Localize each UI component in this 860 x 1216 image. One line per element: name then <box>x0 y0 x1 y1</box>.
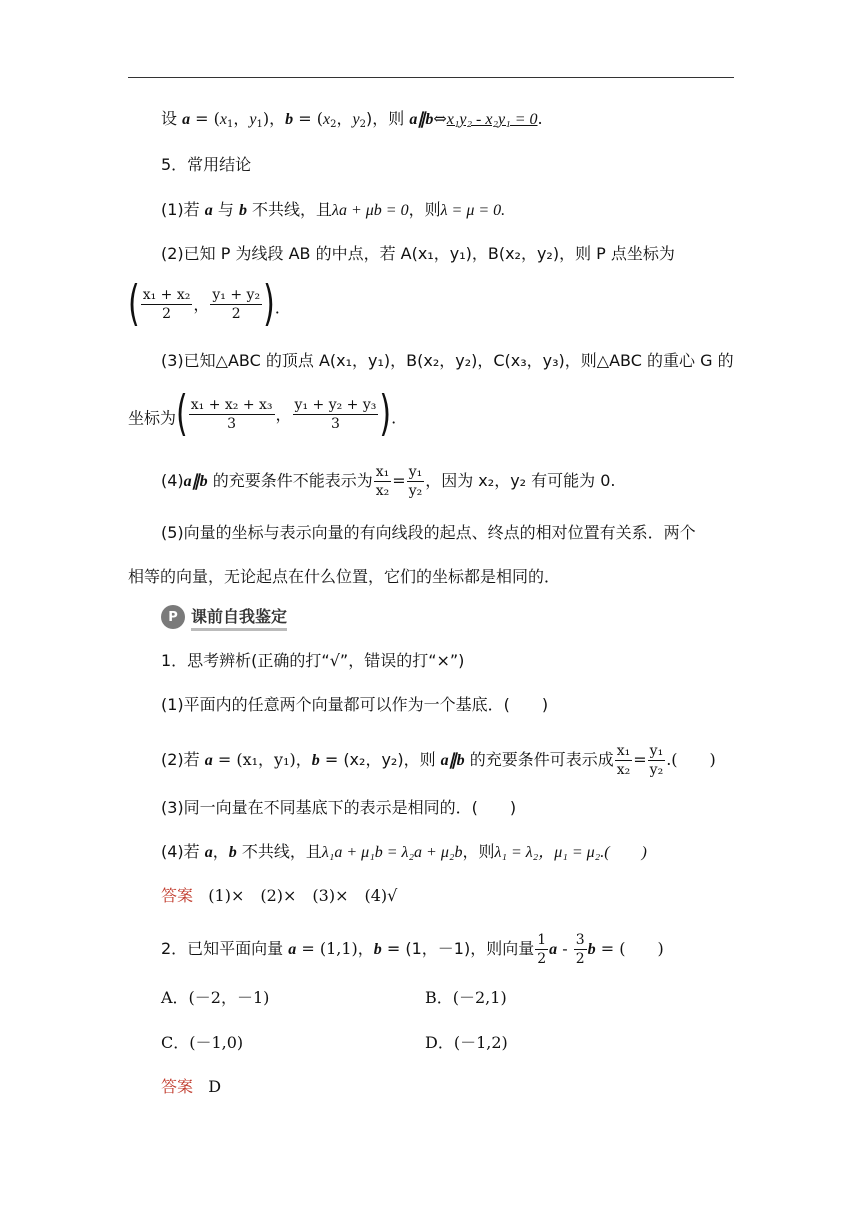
text: ， <box>336 109 353 128</box>
q2-answer <box>161 1076 221 1098</box>
fraction <box>574 931 587 968</box>
q1-heading: 1．思考辨析(正确的打“√”，错误的打“×”) <box>161 651 465 670</box>
vector-a: a <box>182 111 191 128</box>
answer-text: (1)× (2)× (3)× (4)√ <box>208 886 398 905</box>
conclusion-1 <box>161 199 505 222</box>
a-parallel-b: a∥b <box>409 111 434 128</box>
text: = ( ) <box>595 939 664 958</box>
equation: λ₁a + μ₁b = λ₂a + μ₂b <box>321 844 463 861</box>
text: 2．已知平面向量 <box>161 939 289 958</box>
option-d[interactable]: D．(－1,2) <box>425 1033 508 1052</box>
equals: = <box>392 471 406 490</box>
text: (4) <box>161 471 184 490</box>
denominator: 3 <box>227 416 237 432</box>
text: = (x₂，y₂)，则 <box>319 750 441 769</box>
denominator: 3 <box>331 416 340 432</box>
q1-item-2 <box>161 742 716 779</box>
answer-label: 答案 <box>161 1077 194 1096</box>
denominator: x₂ <box>616 762 631 778</box>
equation: λ₁ = λ₂，μ₁ = μ₂.( ) <box>494 844 647 861</box>
header-rule <box>128 77 734 78</box>
midpoint-coords <box>128 275 275 332</box>
vector-a: a <box>204 202 213 219</box>
text: ，则 <box>462 842 495 861</box>
text: = (1，－1)，则向量 <box>381 939 535 958</box>
denominator: 2 <box>575 951 585 967</box>
numerator: x₁ <box>616 743 631 759</box>
sub: 1 <box>256 119 263 130</box>
text: 不共线，且 <box>236 842 322 861</box>
conclusion-5-line2: 相等的向量，无论起点在什么位置，它们的坐标都是相同的． <box>128 567 561 586</box>
equation: λ = μ = 0. <box>440 202 506 219</box>
text: . <box>274 298 280 318</box>
iff-symbol: ⇔ <box>433 109 447 128</box>
sub: 1 <box>227 119 234 130</box>
numerator: y₁ <box>408 464 423 480</box>
vector-a: a <box>204 752 213 769</box>
fill-in-answer: x₁y₂ - x₂y₁ = 0 <box>446 111 538 128</box>
vector-b: b <box>373 941 382 958</box>
left-paren: ( <box>176 385 188 442</box>
text: 设 <box>161 109 183 128</box>
q1-item-4 <box>161 841 647 864</box>
vector-b: b <box>238 202 247 219</box>
text: (2)若 <box>161 750 205 769</box>
answer-label: 答案 <box>161 886 194 905</box>
text: = (x₁，y₁)， <box>212 750 312 769</box>
vector-b: b <box>587 941 596 958</box>
fraction <box>293 396 379 433</box>
text: . <box>391 408 397 428</box>
heading-conclusions: 5．常用结论 <box>161 155 252 174</box>
text: 与 <box>212 200 239 219</box>
numerator: y₁ + y₂ <box>212 287 261 303</box>
section-header <box>161 604 287 630</box>
denominator: y₂ <box>408 483 423 499</box>
option-c[interactable]: C．(－1,0) <box>161 1033 244 1052</box>
text: = ( <box>293 109 323 128</box>
fraction <box>141 286 193 323</box>
conclusion-2 <box>161 243 675 265</box>
equation: λa + μb = 0 <box>332 202 409 219</box>
numerator: 3 <box>575 932 585 948</box>
text: ，因为 x₂，y₂ 有可能为 0. <box>425 471 616 490</box>
var: x <box>219 111 228 128</box>
fraction <box>210 286 262 323</box>
centroid-coords <box>176 385 392 442</box>
numerator: y₁ <box>649 743 664 759</box>
vector-a: a <box>204 844 213 861</box>
vector-b: b <box>285 111 294 128</box>
fraction <box>535 931 548 968</box>
text: (4)若 <box>161 842 205 861</box>
centroid-formula <box>128 385 397 442</box>
section-icon: P <box>161 605 185 629</box>
numerator: x₁ <box>375 464 390 480</box>
parallel-condition-line <box>161 108 543 131</box>
numerator: y₁ + y₂ + y₃ <box>294 397 377 413</box>
comma: ， <box>275 404 292 424</box>
text: 坐标为 <box>128 408 177 428</box>
text: (2)已知 P 为线段 AB 的中点，若 A(x₁，y₁)，B(x₂，y₂)，则 P 点坐标为 <box>161 244 675 263</box>
conclusion-4 <box>161 463 616 500</box>
denominator: x₂ <box>375 483 390 499</box>
conclusion-5-line1: (5)向量的坐标与表示向量的有向线段的起点、终点的相对位置有关系．两个 <box>161 523 696 542</box>
denominator: 2 <box>162 306 171 322</box>
fraction <box>615 742 633 779</box>
var: x <box>322 111 331 128</box>
text: ， <box>212 842 229 861</box>
fraction <box>189 396 275 433</box>
text: . <box>537 109 543 128</box>
q1-item-3: (3)同一向量在不同基底下的表示是相同的．( ) <box>161 798 517 817</box>
a-parallel-b: a∥b <box>440 752 465 769</box>
var: y <box>352 111 360 128</box>
fraction <box>374 463 392 500</box>
comma: ， <box>193 294 210 314</box>
q1-answer <box>161 885 397 907</box>
numerator: x₁ + x₂ + x₃ <box>190 397 273 413</box>
text: 不共线，且 <box>246 200 333 219</box>
denominator: y₂ <box>649 762 664 778</box>
text: = (1,1)， <box>296 939 374 958</box>
denominator: 2 <box>231 306 241 322</box>
q2-question <box>161 931 664 968</box>
vector-a: a <box>549 941 558 958</box>
vector-b: b <box>228 844 237 861</box>
vector-b: b <box>311 752 320 769</box>
text: ，则 <box>408 200 441 219</box>
text: ， <box>233 109 250 128</box>
q1-item-1: (1)平面内的任意两个向量都可以作为一个基底．( ) <box>161 695 549 714</box>
fraction <box>407 463 425 500</box>
equals: = <box>633 750 647 769</box>
denominator: 2 <box>537 951 547 967</box>
fraction <box>648 742 666 779</box>
right-paren: ) <box>379 385 392 442</box>
text: 的充要条件不能表示为 <box>207 471 373 490</box>
sub: 2 <box>359 119 366 130</box>
var: y <box>249 111 257 128</box>
option-b[interactable]: B．(－2,1) <box>425 988 507 1007</box>
minus: - <box>557 939 573 958</box>
right-paren: ) <box>263 275 275 332</box>
conclusion-3 <box>161 350 734 372</box>
numerator: x₁ + x₂ <box>142 287 191 303</box>
answer-text: D <box>208 1077 222 1096</box>
midpoint-formula <box>128 275 280 332</box>
text: 的充要条件可表示成 <box>464 750 614 769</box>
text: )， <box>262 109 286 128</box>
text: (1)若 <box>161 200 205 219</box>
numerator: 1 <box>537 932 547 948</box>
option-a[interactable]: A．(－2，－1) <box>161 988 270 1007</box>
text: = ( <box>190 109 220 128</box>
vector-a: a <box>288 941 297 958</box>
section-title: 课前自我鉴定 <box>191 604 287 631</box>
a-parallel-b: a∥b <box>183 473 208 490</box>
text: (3)已知△ABC 的顶点 A(x₁，y₁)，B(x₂，y₂)，C(x₃，y₃)，则△ABC 的重心 G 的 <box>161 351 734 370</box>
left-paren: ( <box>128 275 140 332</box>
sub: 2 <box>330 119 337 130</box>
text: )，则 <box>365 109 410 128</box>
text: .( ) <box>666 750 716 769</box>
